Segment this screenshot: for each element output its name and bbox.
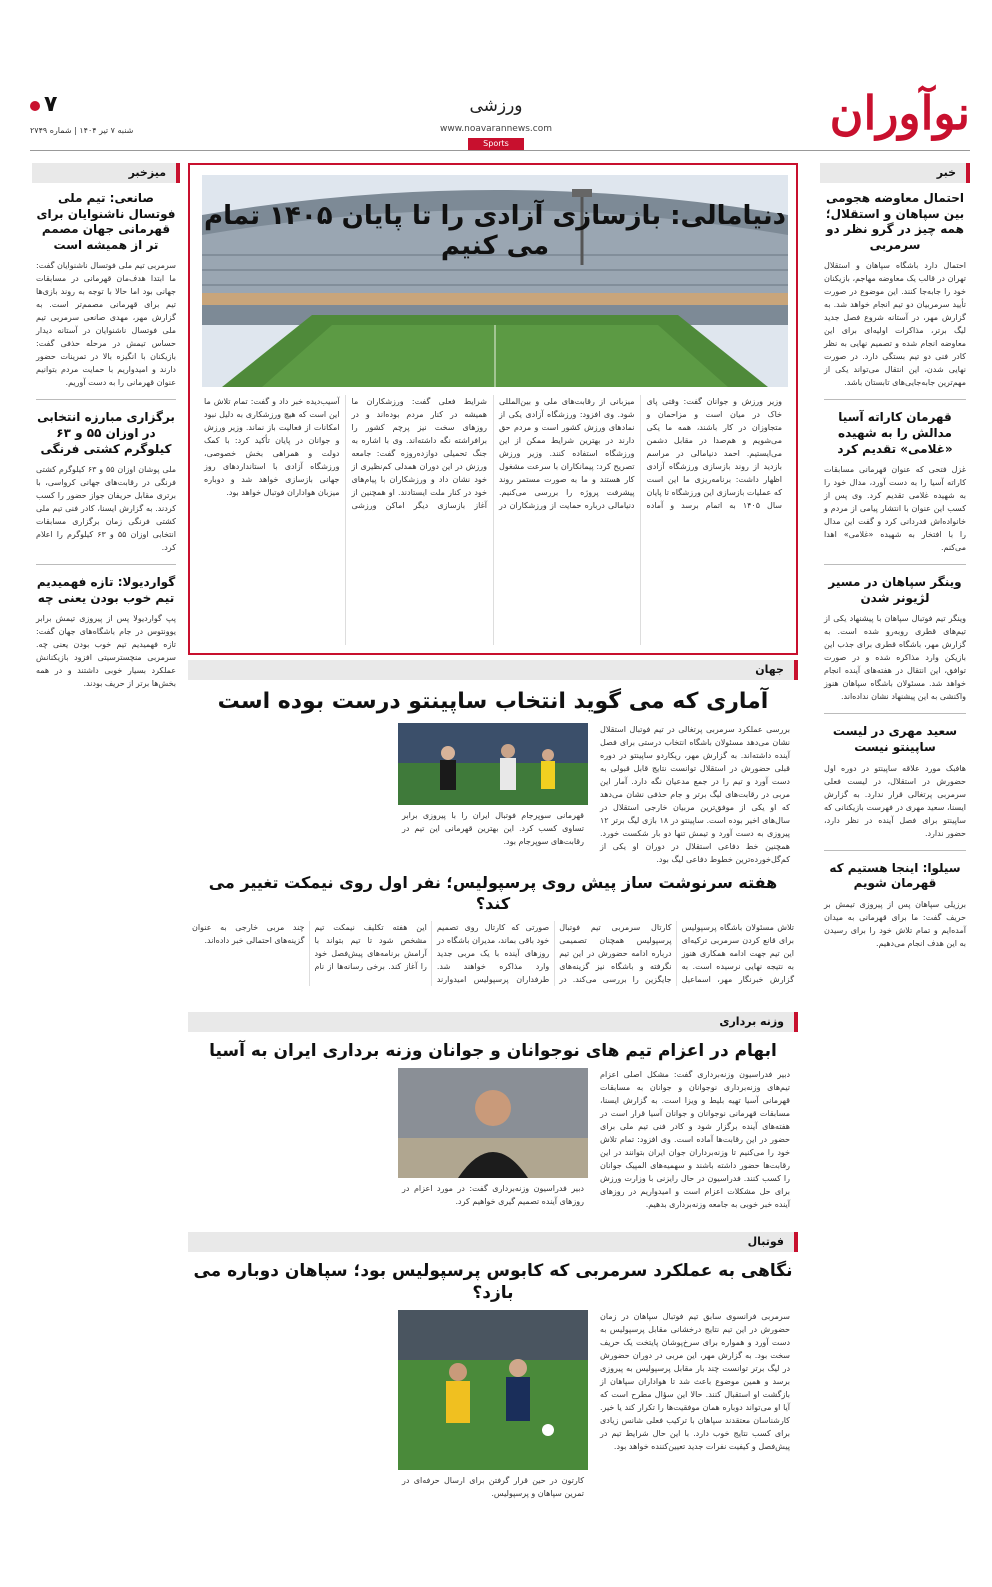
masthead xyxy=(0,0,992,160)
divider xyxy=(824,564,966,565)
site-url[interactable]: www.noavarannews.com xyxy=(440,124,552,134)
world-photo xyxy=(398,723,588,805)
article-body: سرمربی تیم ملی فوتسال ناشنوایان گفت: ما ابتدا هدف‌مان قهرمانی در مسابقات جهانی بود اما حالا با توجه به روند بازی‌ها تیم برای قهرمانی مصمم‌تر است. به گزارش مهر، مهدی صانعی سرمربی تیم ملی فوتسال ناشنوایان در آستانه دیدار حساس تیمش در مرحله حذفی گفت: بازیکنان با انگیزه بالا در تمرینات حضور دارند و امیدواریم با حمایت مردم بتوانیم عنوان قهرمانی را به دست آوریم. xyxy=(36,261,176,388)
article-title[interactable]: وینگر سپاهان در مسیر لژیونر شدن xyxy=(828,575,962,605)
article-title[interactable]: صانعی: تیم ملی فوتسال ناشنوایان برای قهرمانی جهان مصمم تر از همیشه است xyxy=(36,191,176,252)
football-caption: کارتون در حین قرار گرفتن برای ارسال حرفه‌ای در تمرین سپاهان و پرسپولیس. xyxy=(402,1476,584,1499)
world-content xyxy=(188,723,798,866)
divider xyxy=(824,850,966,851)
persepolis-section xyxy=(188,865,798,1005)
issue-line: شنبه ۷ تیر ۱۴۰۴ | شماره ۲۷۴۹ xyxy=(30,126,134,135)
weightlifting-content xyxy=(188,1068,798,1211)
football-header: فوتبال xyxy=(188,1232,798,1252)
article-body: احتمال دارد باشگاه سپاهان و استقلال تهران در قالب یک معاوضه مهاجم، بازیکنان خود را جابه‌جا کنند. این موضوع در صورت تأیید سرمربیان دو تیم انجام خواهد شد. به گزارش مهر، در آستانه شروع فصل جدید لیگ برتر، مذاکرات اولیه‌ای برای این معاوضه انجام شده و تصمیم نهایی به نظر کادر فنی دو تیم بستگی دارد. در صورت نهایی شدن، این انتقال می‌تواند یکی از مهم‌ترین جابه‌جایی‌های تابستان باشد. xyxy=(824,261,966,388)
masthead-divider xyxy=(30,150,970,151)
football-body-2 xyxy=(192,1310,390,1500)
football-title[interactable]: نگاهی به عملکرد سرمربی که کابوس پرسپولیس بود؛ سپاهان دوباره می بازد؟ xyxy=(193,1261,793,1304)
persepolis-title[interactable]: هفته سرنوشت ساز پیش روی پرسپولیس؛ نفر اول روی نیمکت تغییر می کند؟ xyxy=(208,873,778,913)
article-title[interactable]: سعید مهری در لیست ساپینتو نیست xyxy=(832,724,958,754)
weightlifting-photo xyxy=(398,1068,588,1178)
article-body: برزیلی سپاهان پس از پیروزی تیمش بر حریف گفت: ما برای قهرمانی به میدان آمده‌ایم و تمام تلاش خود را برای رسیدن به این هدف انجام می‌دهیم. xyxy=(824,899,966,948)
divider xyxy=(36,399,176,400)
article-body: غزل فتحی که عنوان قهرمانی مسابقات کاراته آسیا را به دست آورد، مدال خود را به شهیده غلامی تقدیم کرد. وی پس از کسب این عنوان با انتشار پیامی از مردم و خانواده‌اش قدردانی کرد و گفت این مدال را با افتخار به شهیده «غلامی» اهدا می‌کنم. xyxy=(824,465,966,553)
article-body: هافبک مورد علاقه ساپینتو در دوره اول حضورش در استقلال، در لیست فعلی سرمربی پرتغالی قرار ندارد. به گزارش ایسنا، سعید مهری در فهرست بازیکنانی که ساپینتو برای فصل آینده در نظر دارد، حضور ندارد. xyxy=(824,763,966,838)
world-body: بررسی عملکرد سرمربی پرتغالی در تیم فوتبال استقلال نشان می‌دهد مسئولان باشگاه انتخاب درستی برای فصل آینده داشته‌اند. به گزارش مهر، ریکاردو ساپینتو در دوره قبلی حضورش در استقلال توانست نتایج قابل قبولی به دست آورد و تیم را در جمع مدعیان نگه دارد. آمار این مربی در رقابت‌های لیگ برتر و جام حذفی نشان می‌دهد که او یکی از موفق‌ترین مربیان خارجی استقلال در سال‌های اخیر بوده است. ساپینتو در ۱۸ بازی لیگ برتر ۱۲ پیروزی به دست آورد و تیمش تنها دو بار شکست خورد. همچنین خط دفاعی استقلال در دوران او یکی از کم‌گل‌خورده‌ترین خطوط دفاعی لیگ بود. xyxy=(600,724,790,864)
article-title[interactable]: احتمال معاوضه هجومی بین سپاهان و استقلال؛ همه چیز در گرو نظر دو سرمربی xyxy=(825,191,965,252)
world-header: جهان xyxy=(188,660,798,680)
football-photo-wrap xyxy=(398,1310,588,1500)
article-title[interactable]: برگزاری مبارزه انتخابی در اوزان ۵۵ و ۶۳ کیلوگرم کشتی فرنگی xyxy=(37,410,175,456)
article-body: ملی پوشان اوزان ۵۵ و ۶۳ کیلوگرم کشتی فرنگی در رقابت‌های جهانی کرواسی، با برتری مقابل حریفان جواز حضور را کسب کردند. به گزارش ایسنا، کادر فنی تیم ملی کشتی فرنگی زمان برگزاری مسابقات انتخابی اوزان ۵۵ و ۶۳ کیلوگرم را اعلام کرد. xyxy=(36,465,177,553)
divider xyxy=(824,399,966,400)
article-title[interactable]: سیلوا: اینجا هستیم که قهرمان شویم xyxy=(829,860,961,891)
divider xyxy=(36,564,176,565)
page-number-text: ۷ xyxy=(44,92,58,117)
divider xyxy=(824,713,966,714)
right-news-column xyxy=(820,163,970,1493)
world-body-2 xyxy=(192,723,390,866)
left-news-column xyxy=(32,163,180,1493)
page-number xyxy=(30,92,57,117)
weightlifting-caption: دبیر فدراسیون وزنه‌برداری گفت: در مورد اعزام در روزهای آینده تصمیم گیری خواهیم کرد. xyxy=(402,1184,584,1207)
lead-article xyxy=(188,163,798,655)
article-body: پپ گواردیولا پس از پیروزی تیمش برابر یوونتوس در جام باشگاه‌های جهان گفت: تازه فهمیدیم تیم خوب بودن یعنی چه. سرمربی منچسترسیتی افزود بازیکنانش عملکرد بسیار خوبی داشتند و در همه بخش‌ها برتر از حریف بودند. xyxy=(36,614,176,689)
world-photo-wrap xyxy=(398,723,588,866)
sports-badge: Sports xyxy=(468,138,524,150)
lead-body: وزیر ورزش و جوانان گفت: وقتی پای خاک در میان است و مزاحمان و متجاوزان در کار باشند، همه ما یکی می‌شویم و هم‌صدا در مقابل دشمن می‌ایستیم. احمد دنیامالی در مراسم بازدید از روند بازسازی ورزشگاه آزادی اظهار داشت: برنامه‌ریزی ما این است که عملیات بازسازی این ورزشگاه تا پایان سال ۱۴۰۵ به اتمام برسد و آماده میزبانی از رقابت‌های ملی و بین‌المللی شود. وی افزود: ورزشگاه آزادی یکی از نمادهای ورزش کشور است و مردم حق دارند در بهترین شرایط ممکن از این ورزشگاه استفاده کنند. وزیر ورزش تصریح کرد: پیمانکاران با سرعت مشغول کار هستند و ما به صورت مستمر روند پیشرفت پروژه را بررسی می‌کنیم. دنیامالی درباره حمایت از ورزشکاران در شرایط فعلی گفت: ورزشکاران ما همیشه در کنار مردم بوده‌اند و در روزهای سخت نیز پرچم کشور را برافراشته نگه داشته‌اند. وی با اشاره به جنگ تحمیلی دوازده‌روزه گفت: جامعه ورزش در این دوران همدلی کم‌نظیری از خود نشان داد و ورزشکاران با پیام‌های خود در کنار ملت ایستادند. او همچنین از آغاز بازسازی دیگر اماکن ورزشی آسیب‌دیده خبر داد و گفت: تمام تلاش ما این است که هیچ ورزشکاری به دلیل نبود امکانات از فعالیت باز نماند. وزیر ورزش و جوانان در پایان تأکید کرد: با کمک دولت و همراهی بخش خصوصی، ورزشگاه آزادی با استانداردهای روز جهانی بازسازی خواهد شد و دوباره میزبان هواداران فوتبال خواهد بود. xyxy=(204,397,782,510)
left-column-header: میزخبر xyxy=(32,163,180,183)
weightlifting-photo-wrap xyxy=(398,1068,588,1211)
weightlifting-title[interactable]: ابهام در اعزام تیم های نوجوانان و جوانان وزنه برداری ایران به آسیا xyxy=(209,1041,777,1061)
football-section xyxy=(188,1232,798,1499)
world-title[interactable]: آماری که می گوید انتخاب ساپینتو درست بوده است xyxy=(217,689,769,714)
weightlifting-header: وزنه برداری xyxy=(188,1012,798,1032)
coach-portrait-illustration xyxy=(398,1068,588,1178)
football-players-illustration xyxy=(398,723,588,805)
article-title[interactable]: قهرمان کاراته آسیا مدالش را به شهیده «غلامی» تقدیم کرد xyxy=(837,410,953,456)
football-photo xyxy=(398,1310,588,1470)
lead-headline[interactable]: دنیامالی: بازسازی آزادی را تا پایان ۱۴۰۵ تمام می کنیم xyxy=(204,201,786,261)
football-match-illustration xyxy=(398,1310,588,1470)
red-dot-icon xyxy=(30,101,40,111)
article-body: وینگر تیم فوتبال سپاهان با پیشنهاد یکی از تیم‌های قطری روبه‌رو شده است. به گزارش مهر، باشگاه قطری برای جذب این بازیکن وارد مذاکره شده و در صورت توافق، این انتقال در هفته‌های آینده انجام خواهد شد. مسئولان باشگاه سپاهان هنوز واکنشی به این پیشنهاد نشان نداده‌اند. xyxy=(824,614,966,702)
football-content xyxy=(188,1310,798,1500)
stadium-photo xyxy=(202,175,788,387)
section-title: ورزشی xyxy=(469,96,523,116)
world-caption: قهرمانی سوپرجام فوتبال ایران را با پیروزی برابر تساوی کسب کرد. این بهترین قهرمانی این تیم در رقابت‌های سوپرجام بود. xyxy=(402,810,584,846)
world-section xyxy=(188,660,798,864)
weightlifting-section xyxy=(188,1012,798,1222)
football-body: سرمربی فرانسوی سابق تیم فوتبال سپاهان در زمان حضورش در این تیم نتایج درخشانی مقابل پرسپولیس به دست آورد و همواره برای سرخ‌پوشان پایتخت یک حریف سخت بود. به گزارش مهر، این مربی در دوران حضورش در لیگ برتر توانست چند بار مقابل پرسپولیس به پیروزی برسد و همین موضوع باعث شد تا هواداران سپاهان از بازگشت او استقبال کنند. حالا این سؤال مطرح است که آیا او می‌تواند دوباره همان موفقیت‌ها را تکرار کند یا خیر. کارشناسان معتقدند سپاهان با ترکیب فعلی شانس زیادی برای کسب نتایج خوب دارد. با این حال شرایط تیم در پیش‌فصل و کیفیت نفرات جدید تعیین‌کننده خواهد بود. xyxy=(600,1312,790,1452)
weightlifting-body-2 xyxy=(192,1068,390,1211)
weightlifting-body: دبیر فدراسیون وزنه‌برداری گفت: مشکل اصلی اعزام تیم‌های وزنه‌برداری نوجوانان و جوانان به مسابقات قهرمانی آسیا تهیه بلیط و ویزا است. به گزارش ایسنا، مسابقات قهرمانی نوجوانان و جوانان آسیا قرار است در هفته‌های آینده برگزار شود و کادر فنی تیم ملی برای حضور در این رقابت‌ها آماده است. وی افزود: تمام تلاش خود را می‌کنیم تا وزنه‌برداران جوان ایران بتوانند در این رقابت‌ها حضور داشته باشند و سهمیه‌های المپیک جوانان را کسب کنند. فدراسیون در حال رایزنی با وزارت ورزش برای حل مشکلات اعزام است و امیدواریم در روزهای آینده خبر خوبی به جامعه وزنه‌برداری بدهیم. xyxy=(600,1070,790,1210)
article-title[interactable]: گواردیولا: تازه فهمیدیم تیم خوب بودن یعنی چه xyxy=(36,575,176,605)
right-column-header: خبر xyxy=(820,163,970,183)
persepolis-body: تلاش مسئولان باشگاه پرسپولیس برای قانع کردن سرمربی ترکیه‌ای این تیم جهت ادامه همکاری هنوز به نتیجه نهایی نرسیده است. به گزارش خبرنگار مهر، اسماعیل کارتال سرمربی تیم فوتبال پرسپولیس همچنان تصمیمی درباره ادامه حضورش در این تیم نگرفته و باشگاه نیز گزینه‌های جایگزین را بررسی می‌کند. در صورتی که کارتال روی تصمیم خود باقی بماند، مدیران باشگاه در روزهای آینده با یک مربی جدید وارد مذاکره خواهند شد. طرفداران پرسپولیس امیدوارند این هفته تکلیف نیمکت تیم مشخص شود تا تیم بتواند با آرامش برنامه‌های پیش‌فصل خود را آغاز کند. برخی رسانه‌ها از نام چند مربی خارجی به عنوان گزینه‌های احتمالی خبر داده‌اند. xyxy=(192,922,794,984)
newspaper-logo: نوآوران xyxy=(829,86,970,140)
